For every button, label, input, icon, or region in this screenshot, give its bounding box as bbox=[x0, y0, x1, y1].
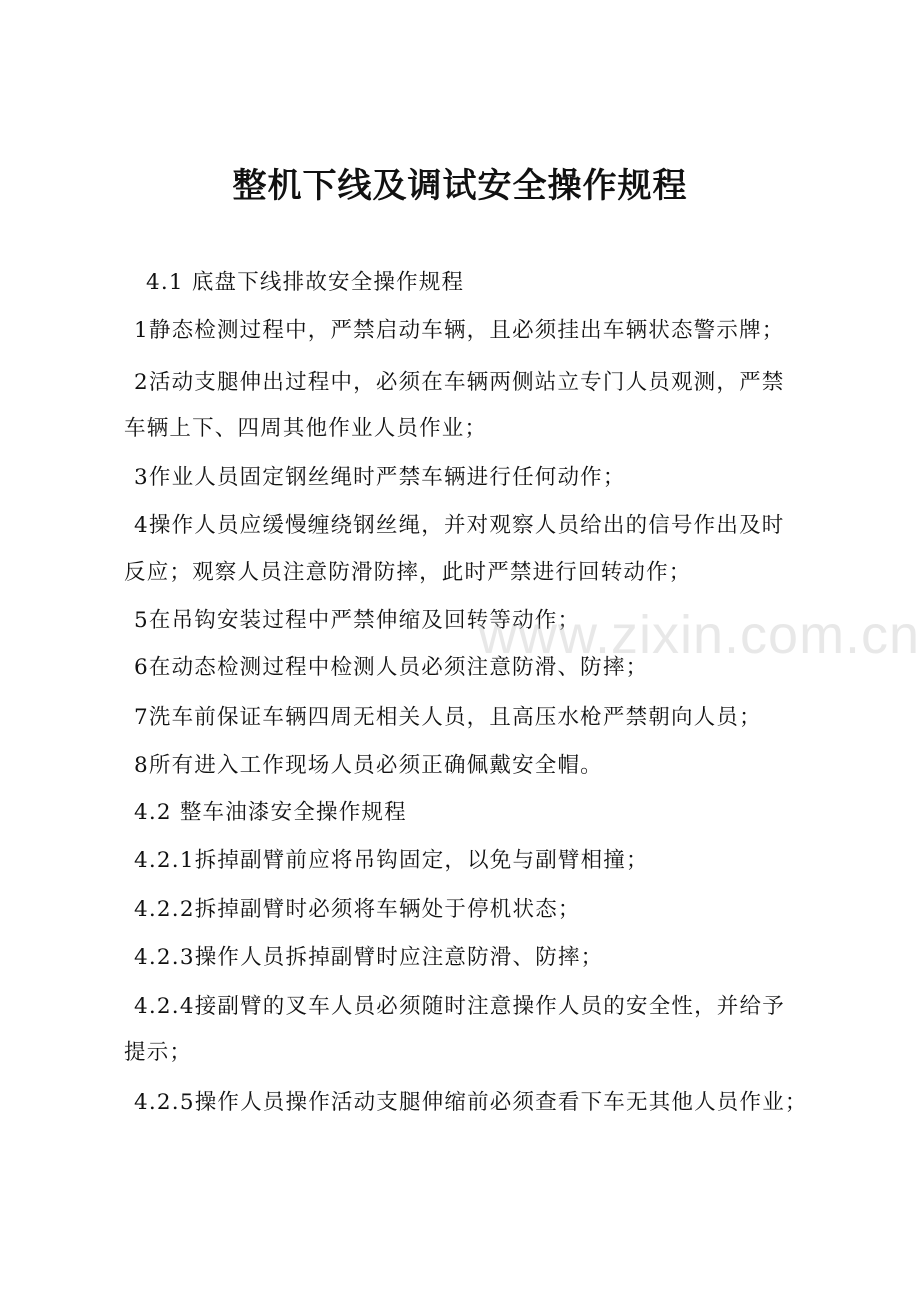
section-heading-4-2: 4.2 整车油漆安全操作规程 bbox=[134, 800, 407, 825]
paragraph-line: 1静态检测过程中，严禁启动车辆，且必须挂出车辆状态警示牌； bbox=[134, 318, 785, 343]
paragraph-line: 4.2.4接副臂的叉车人员必须随时注意操作人员的安全性，并给予 bbox=[134, 994, 785, 1019]
paragraph-line: 4.2.1拆掉副臂前应将吊钩固定，以免与副臂相撞； bbox=[134, 848, 649, 873]
paragraph-line: 5在吊钩安装过程中严禁伸缩及回转等动作； bbox=[134, 608, 581, 633]
paragraph-line: 车辆上下、四周其他作业人员作业； bbox=[124, 416, 488, 441]
paragraph-line: 4.2.2拆掉副臂时必须将车辆处于停机状态； bbox=[134, 897, 581, 922]
paragraph-line: 7洗车前保证车辆四周无相关人员，且高压水枪严禁朝向人员； bbox=[134, 705, 762, 730]
paragraph-line: 6在动态检测过程中检测人员必须注意防滑、防摔； bbox=[134, 655, 649, 680]
paragraph-line: 3作业人员固定钢丝绳时严禁车辆进行任何动作； bbox=[134, 465, 626, 490]
paragraph-line: 4操作人员应缓慢缠绕钢丝绳，并对观察人员给出的信号作出及时 bbox=[134, 513, 785, 538]
paragraph-line: 4.2.5操作人员操作活动支腿伸缩前必须查看下车无其他人员作业； bbox=[134, 1090, 808, 1115]
watermark: www.zixin.com.cn bbox=[478, 605, 920, 665]
paragraph-line: 反应；观察人员注意防滑防摔，此时严禁进行回转动作； bbox=[124, 560, 692, 585]
paragraph-line: 2活动支腿伸出过程中，必须在车辆两侧站立专门人员观测，严禁 bbox=[134, 370, 785, 395]
paragraph-line: 8所有进入工作现场人员必须正确佩戴安全帽。 bbox=[134, 753, 603, 778]
paragraph-line: 提示； bbox=[124, 1040, 193, 1065]
section-heading-4-1: 4.1 底盘下线排故安全操作规程 bbox=[146, 270, 465, 295]
document-title: 整机下线及调试安全操作规程 bbox=[232, 166, 688, 206]
paragraph-line: 4.2.3操作人员拆掉副臂时应注意防滑、防摔； bbox=[134, 945, 604, 970]
